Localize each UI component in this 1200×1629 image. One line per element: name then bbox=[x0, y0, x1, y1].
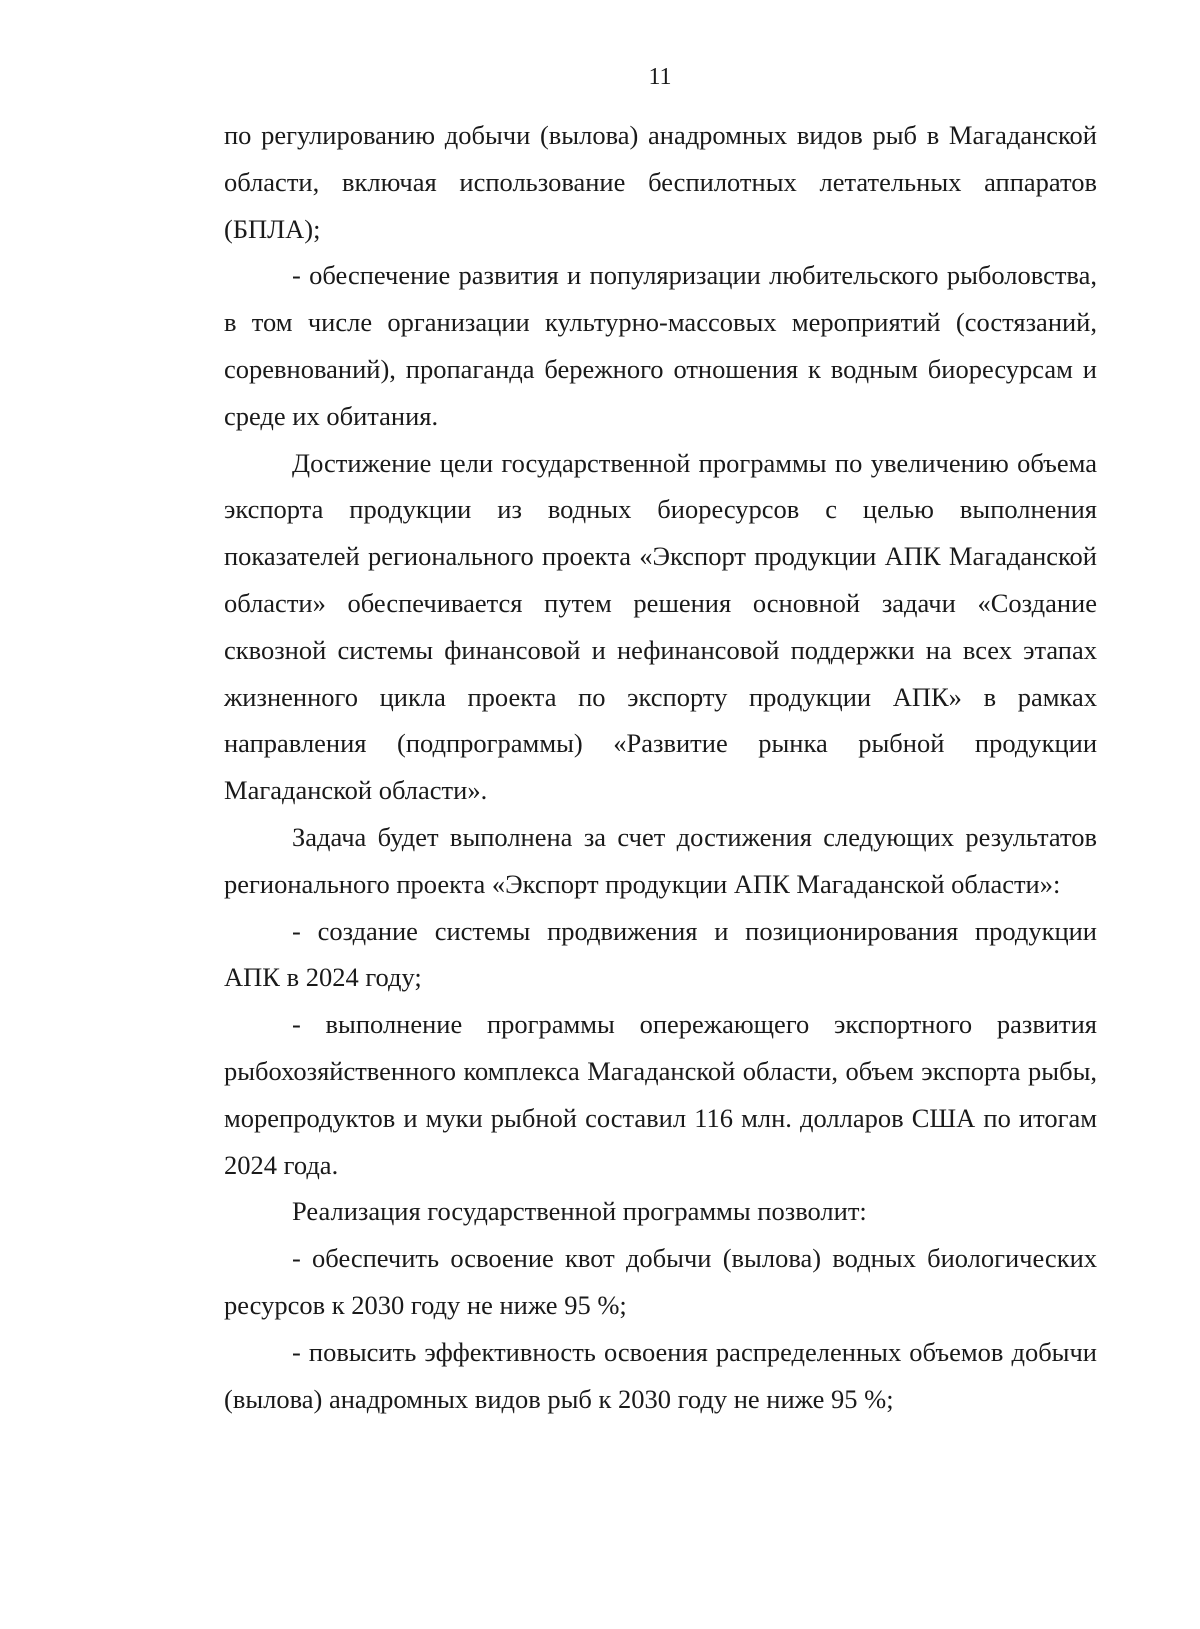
paragraph-program-outcomes: Реализация государственной программы позволит: bbox=[292, 1196, 867, 1227]
list-item-quota-development: - обеспечить освоение квот добычи (вылова) водных биологических ресурсов к 2030 году не ниже 95 %; bbox=[224, 1243, 1097, 1320]
list-item-export-program: - выполнение программы опережающего экспортного развития рыбохозяйственного комплекса Магаданской области, объем экспорта рыбы, морепродуктов и муки рыбной составил 116 млн. долларов США по итогам 2024 года. bbox=[224, 1009, 1097, 1180]
paragraph-task-results: Задача будет выполнена за счет достижения следующих результатов регионального проекта «Экспорт продукции АПК Магаданской области»: bbox=[224, 821, 1097, 899]
page-number: 11 bbox=[648, 64, 672, 90]
list-item-anadromous-efficiency: - повысить эффективность освоения распределенных объемов добычи (вылова) анадромных видов рыб к 2030 году не ниже 95 %; bbox=[224, 1336, 1097, 1414]
list-item-amateur-fishing: - обеспечение развития и популяризации любительского рыболовства, в том числе организации культурно-массовых мероприятий (состязаний, соревнований), пропаганда бережного отношения к водным биоресурсам и среде их обитания. bbox=[224, 260, 1097, 431]
list-item-promotion-system: - создание системы продвижения и позиционирования продукции АПК в 2024 году; bbox=[224, 915, 1097, 993]
paragraph-export-goal: Достижение цели государственной программы по увеличению объема экспорта продукции из водных биоресурсов с целью выполнения показателей регионального проекта «Экспорт продукции АПК Магаданской области» обеспечивается путем решения основной задачи «Создание сквозной системы финансовой и нефинансовой поддержки на всех этапах жизненного цикла проекта по экспорту продукции АПК» в рамках направления (подпрограммы) «Развитие рынка рыбной продукции Магаданской области». bbox=[224, 447, 1097, 806]
document-body bbox=[224, 112, 1097, 1422]
paragraph-continuation: по регулированию добычи (вылова) анадромных видов рыб в Магаданской области, включая использование беспилотных летательных аппаратов (БПЛА); bbox=[224, 120, 1097, 244]
